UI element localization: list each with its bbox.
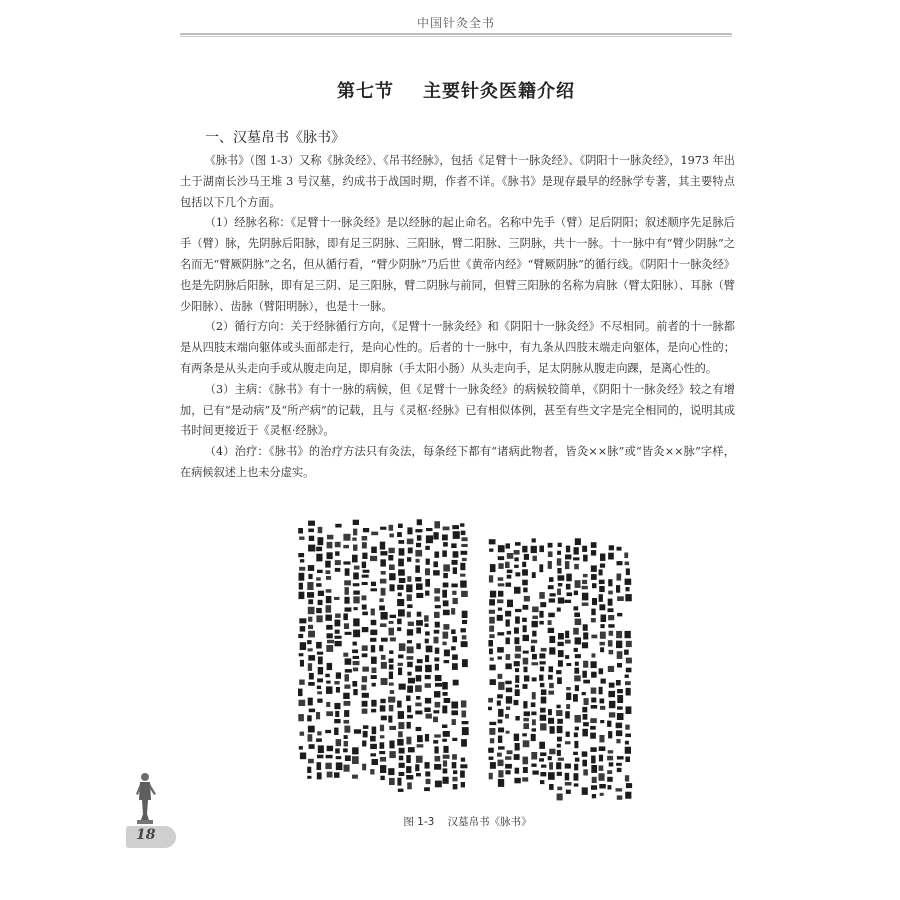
running-header: 中国针灸全书 xyxy=(416,16,495,30)
body-text xyxy=(180,151,735,484)
sub-heading: 一、汉墓帛书《脉书》 xyxy=(205,130,345,146)
page-number: 18 xyxy=(136,827,156,843)
silk-manuscript-figure xyxy=(290,510,645,810)
header-rule-thin xyxy=(180,36,732,37)
paragraph: （4）治疗：《脉书》的治疗方法只有灸法，每条经下都有“诸病此物者，皆灸××脉”或“皆灸××脉”字样，在病候叙述上也未分虚实。 xyxy=(180,445,735,479)
silk-manuscript-image xyxy=(290,510,645,810)
paragraph: （2）循行方向：关于经脉循行方向，《足臂十一脉灸经》和《阴阳十一脉灸经》不尽相同。前者的十一脉都是从四肢末端向躯体或头面部走行，是向心性的。后者的十一脉中，有九条从四肢末端走向躯体，是向心性的；有两条是从头走向手或从腹走向足，即肩脉（手太阳小肠）从头走向手，足太阴脉从腹走向踝，是离心性的。 xyxy=(180,320,735,375)
paragraph: 《脉书》（图 1-3）又称《脉灸经》、《吊书经脉》，包括《足臂十一脉灸经》、《阴阳十一脉灸经》，1973 年出土于湖南长沙马王堆 3 号汉墓，约成书于战国时期，作者不详。《脉书》是现存最早的经脉学专著，其主要特点包括以下几个方面。 xyxy=(180,154,735,209)
section-title: 第七节 主要针灸医籍介绍 xyxy=(336,81,576,102)
manuscript-fragment-right xyxy=(488,538,632,800)
manuscript-fragment-left xyxy=(298,519,469,792)
figure-caption: 图 1-3 汉墓帛书《脉书》 xyxy=(403,816,532,828)
header-rule xyxy=(180,33,732,35)
acupuncture-statue-icon xyxy=(128,770,162,826)
paragraph: （1）经脉名称：《足臂十一脉灸经》是以经脉的起止命名。名称中先手（臂）足后阴阳；叙述顺序先足脉后手（臂）脉，先阴脉后阳脉，即有足三阴脉、三阳脉，臂二阳脉、三阴脉，共十一脉。十一脉中有“臂少阴脉”之名而无“臂厥阴脉”之名，但从循行看，“臂少阴脉”乃后世《黄帝内经》“臂厥阴脉”的循行线。《阴阳十一脉灸经》也是先阴脉后阳脉，即有足三阴、足三阳脉，臂二阴脉与前同，但臂三阳脉的名称为肩脉（臂太阳脉）、耳脉（臂少阳脉）、齿脉（臂阳明脉），也是十一脉。 xyxy=(180,216,735,313)
paragraph: （3）主病：《脉书》有十一脉的病候，但《足臂十一脉灸经》的病候较简单，《阴阳十一脉灸经》较之有增加，已有“是动病”及“所产病”的记载，且与《灵枢·经脉》已有相似体例，甚至有些文字是完全相同的，说明其成书时间更接近于《灵枢·经脉》。 xyxy=(180,382,735,438)
